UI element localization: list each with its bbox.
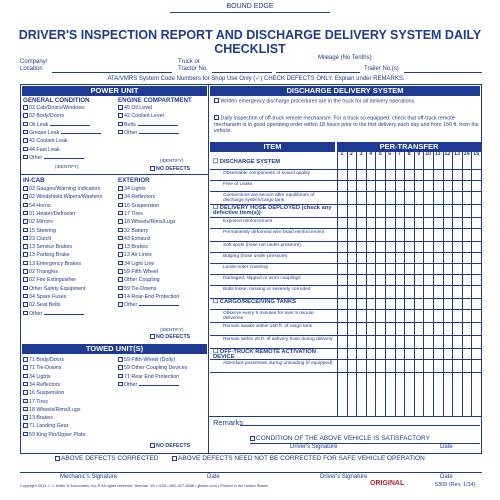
checklist-item[interactable]	[23, 422, 68, 430]
general-condition-heading: GENERAL CONDITION	[23, 97, 90, 104]
item-label: 71 Body/Doors	[29, 357, 65, 363]
checklist-item[interactable]	[23, 293, 66, 301]
checklist-item[interactable]	[118, 268, 158, 276]
discharge-item: Bulging (hose under pressure)	[223, 254, 288, 259]
checklist-item[interactable]	[23, 260, 81, 268]
item-checkbox[interactable]	[118, 203, 123, 208]
item-checkbox[interactable]	[118, 236, 123, 241]
discharge-item: Remain within 25 ft. of delivery hose during delivery	[223, 337, 333, 342]
item-checkbox[interactable]	[23, 390, 28, 395]
checklist-item[interactable]	[118, 260, 154, 268]
discharge-item: Attendant possesses during unloading (if equipped)	[223, 361, 333, 366]
checklist-item[interactable]	[118, 243, 148, 251]
form-number: 5309 (Rev. 1/14)	[435, 482, 476, 488]
checklist-item[interactable]	[23, 373, 51, 381]
remarks-divider	[208, 416, 482, 417]
discharge-item: Damaged, slipped or worn couplings	[223, 276, 301, 281]
checklist-item[interactable]	[23, 185, 100, 193]
item-checkbox[interactable]	[118, 228, 123, 233]
mechanic-signature-label: Mechanic's Signature	[60, 474, 118, 480]
checklist-item[interactable]	[23, 398, 48, 406]
defects-corrected-check[interactable]: ABOVE DEFECTS CORRECTED	[55, 455, 159, 463]
checklist-item[interactable]	[23, 356, 64, 364]
item-label: 71 Landing Gear	[29, 423, 69, 430]
transfer-number: 2	[349, 151, 353, 157]
bound-edge-label: BOUND EDGE	[226, 3, 274, 10]
item-label: Other	[124, 129, 138, 136]
item-checkbox[interactable]	[23, 211, 28, 216]
transfer-number: 6	[388, 151, 392, 157]
item-label: Other	[29, 154, 43, 161]
checklist-item[interactable]	[23, 112, 64, 120]
checklist-item[interactable]	[23, 310, 84, 318]
item-checkbox[interactable]	[23, 286, 28, 291]
fill-in-line[interactable]	[50, 125, 90, 126]
transfer-number: 10	[425, 151, 432, 157]
bound-edge-line	[170, 12, 330, 13]
discharge-header: DISCHARGE DELIVERY SYSTEM	[210, 86, 480, 96]
checklist-item[interactable]	[23, 227, 56, 235]
item-checkbox[interactable]	[23, 432, 28, 437]
satisfactory-checkbox[interactable]	[250, 436, 255, 441]
checklist-item[interactable]	[118, 356, 175, 364]
fill-in-line[interactable]	[139, 385, 179, 386]
checklist-item[interactable]	[23, 146, 60, 154]
item-label: 42 Coolant Leak	[29, 138, 68, 145]
checklist-item[interactable]	[118, 185, 146, 193]
item-label: 42 Coolant Level	[124, 113, 164, 120]
remarks-label: Remarks	[213, 418, 244, 427]
item-checkbox[interactable]	[118, 277, 123, 282]
no-defects-exterior[interactable]: NO DEFECTS	[150, 333, 190, 341]
item-label: 34 Spare Fuses	[29, 293, 67, 300]
checklist-item[interactable]	[118, 251, 152, 259]
defects-not-corrected-checkbox[interactable]	[172, 456, 177, 461]
no-defects-checkbox[interactable]	[150, 166, 155, 171]
discharge-item: Connections are secure after equilibrium of discharge system/cargo tank	[223, 193, 315, 204]
fill-in-line[interactable]	[61, 133, 101, 134]
item-label: 02 Cab/Doors/Windows	[29, 105, 85, 111]
item-checkbox[interactable]	[118, 194, 123, 199]
engine-compartment-heading: ENGINE COMPARTMENT	[118, 97, 192, 104]
transfer-number: 15	[473, 151, 480, 157]
item-checkbox[interactable]	[118, 357, 123, 362]
item-checkbox[interactable]	[23, 203, 28, 208]
trailer-number-field[interactable]	[404, 72, 482, 73]
item-column-header: ITEM	[210, 142, 335, 152]
discharge-item: Free of Leaks	[223, 182, 253, 187]
no-defects-towed[interactable]: NO DEFECTS	[150, 442, 190, 450]
item-checkbox[interactable]	[23, 252, 28, 257]
checklist-item[interactable]	[118, 364, 187, 372]
item-checkbox[interactable]	[23, 147, 28, 152]
item-label: 23 Clutch	[29, 235, 52, 242]
discharge-item: Exposed reinforcement	[223, 219, 273, 224]
checklist-item[interactable]	[118, 373, 179, 381]
checklist-item[interactable]	[23, 276, 76, 284]
checklist-item[interactable]	[118, 104, 152, 112]
checklist-item[interactable]	[23, 389, 64, 397]
item-label: Grease Leak	[29, 129, 60, 136]
item-label: Oil Leak	[29, 121, 49, 128]
item-label: 18 Wheels/Rims/Lugs	[29, 406, 81, 413]
item-label: 59 Other Coupling Devices	[124, 365, 188, 372]
item-checkbox[interactable]	[118, 252, 123, 257]
discharge-section-heading: ☐ CARGO/RECEIVING TANKS	[213, 299, 297, 305]
item-label: Other	[124, 302, 138, 309]
emergency-procedures-checkbox[interactable]	[214, 98, 219, 103]
discharge-section-heading: ☐ DELIVERY HOSE DEPLOYED (check any defective item(s))	[213, 205, 332, 217]
discharge-section-heading: ☐ DISCHARGE SYSTEM	[213, 159, 281, 165]
truck-label: Truck or Tractor No.	[178, 59, 208, 72]
discharge-item: Observe every 5 minutes for over 5 minute deliveries	[223, 311, 314, 322]
checklist-item[interactable]	[118, 293, 179, 301]
towed-units-header: TOWED UNIT(S)	[22, 344, 207, 354]
mileage-label: Mileage (No Tenths)	[318, 55, 372, 61]
item-checkbox[interactable]	[118, 294, 123, 299]
item-label: 71 Tie-Downs	[29, 365, 62, 372]
no-defects-engine[interactable]: NO DEFECTS	[150, 165, 190, 173]
item-label: 59 Fifth-Wheel (Dolly)	[124, 357, 176, 363]
checklist-item[interactable]	[118, 381, 179, 389]
item-label: 02 Mirrors	[29, 219, 53, 226]
checklist-item[interactable]	[118, 121, 178, 129]
driver-signature-label-1: Driver's Signature	[290, 444, 338, 450]
driver-signature-label-2: Driver's Signature	[320, 474, 368, 480]
transfer-number: 1	[340, 151, 344, 157]
item-label: 17 Tires	[124, 210, 143, 217]
item-label: 59 Tie-Downs	[124, 285, 157, 292]
remarks-field[interactable]	[240, 425, 480, 426]
item-label: 32 Battery	[124, 227, 149, 234]
item-checkbox[interactable]	[23, 399, 28, 404]
item-checkbox[interactable]	[23, 277, 28, 282]
item-checkbox[interactable]	[23, 105, 28, 110]
emergency-procedures-check[interactable]: Written emergency discharge procedures are in the truck for all delivery operations.	[214, 98, 480, 105]
item-checkbox[interactable]	[23, 219, 28, 224]
item-label: 14 Rear-End Protection	[124, 293, 180, 300]
item-label: 13 Service Brakes	[29, 244, 72, 251]
item-label: 34 Lights	[29, 373, 51, 380]
satisfactory-check[interactable]: CONDITION OF THE ABOVE VEHICLE IS SATISFACTORY	[250, 435, 430, 443]
item-label: 16 Suspension	[29, 390, 65, 397]
date-label-2: Date	[207, 474, 220, 480]
checklist-item[interactable]	[23, 210, 76, 218]
fill-in-line[interactable]	[138, 125, 178, 126]
checklist-item[interactable]	[23, 268, 58, 276]
item-checkbox[interactable]	[118, 382, 123, 387]
copyright-text: Copyright 2014 J. J. Keller & Associates, Inc.® All rights reserved. Neenah, WI • USA • 800-327-6868 • jjkeller.com • Printed in the United States	[20, 483, 268, 488]
item-label: 59 Fifth Wheel	[124, 269, 159, 275]
company-location-field[interactable]	[52, 72, 172, 73]
grid-row-line	[210, 372, 482, 373]
no-defects-checkbox[interactable]	[150, 334, 155, 339]
checklist-item[interactable]	[23, 243, 72, 251]
item-label: 02 Seat Belts	[29, 302, 61, 309]
checklist-item[interactable]	[118, 235, 151, 243]
no-defects-checkbox[interactable]	[150, 443, 155, 448]
item-label: 34 Light Line	[124, 260, 155, 267]
transfer-number: 7	[397, 151, 401, 157]
item-checkbox[interactable]	[118, 302, 123, 307]
center-divider	[208, 84, 209, 454]
item-checkbox[interactable]	[23, 423, 28, 428]
item-label: Other Safety Equipment	[29, 285, 86, 292]
fill-in-line[interactable]	[44, 314, 84, 315]
item-checkbox[interactable]	[23, 311, 28, 316]
item-checkbox[interactable]	[118, 130, 123, 135]
checklist-item[interactable]	[23, 251, 70, 259]
transfer-number: 8	[407, 151, 411, 157]
checklist-item[interactable]	[118, 202, 159, 210]
checklist-item[interactable]	[23, 406, 81, 414]
tractor-number-field[interactable]	[212, 72, 272, 73]
per-transfer-header: PER-TRANSFER	[337, 142, 481, 152]
item-checkbox[interactable]	[23, 244, 28, 249]
item-checkbox[interactable]	[118, 122, 123, 127]
item-label: Other	[29, 310, 43, 317]
item-checkbox[interactable]	[23, 407, 28, 412]
checklist-item[interactable]	[23, 121, 90, 129]
item-checkbox[interactable]	[118, 374, 123, 379]
item-checkbox[interactable]	[118, 244, 123, 249]
power-unit-divider	[20, 174, 208, 175]
checklist-item[interactable]	[23, 381, 60, 389]
item-label: 18 Wheels/Rims/Lugs	[124, 219, 176, 226]
checklist-item[interactable]	[23, 364, 61, 372]
transfer-number: 4	[369, 151, 373, 157]
checklist-item[interactable]	[23, 137, 68, 145]
discharge-item: Remain awake within 150 ft. of cargo tank	[223, 324, 313, 329]
trailer-label: Trailer No.(s)	[364, 66, 399, 72]
item-label: 34 Lights	[124, 186, 146, 192]
item-checkbox[interactable]	[118, 365, 123, 370]
signature-line[interactable]	[20, 472, 482, 473]
transfer-number: 13	[453, 151, 461, 157]
checklist-item[interactable]	[23, 218, 53, 226]
item-label: 59 King Pin/Upper Plate	[29, 431, 86, 438]
item-checkbox[interactable]	[23, 302, 28, 307]
remote-inspection-check[interactable]: Daily inspection of off-truck remote mechanism. For a truck so equipped, check that off-truck remote mechanism is in good operating order within 18 hours prior to the first delivery each day and from 150 ft. from the vehicle.	[214, 115, 479, 134]
item-label: 01 Heater/Defroster	[29, 210, 76, 217]
item-checkbox[interactable]	[23, 113, 28, 118]
item-checkbox[interactable]	[118, 261, 123, 266]
item-label: 15 Steering	[29, 227, 57, 234]
item-label: 54 Horns	[29, 202, 51, 209]
discharge-item: Permanently deformed wire braid reinforcement	[223, 230, 325, 235]
discharge-item: Observable components of sound quality	[223, 171, 310, 176]
item-checkbox[interactable]	[23, 365, 28, 370]
date-label-3: Date	[440, 474, 453, 480]
in-cab-heading: IN-CAB	[23, 177, 45, 184]
item-checkbox[interactable]	[118, 186, 123, 191]
item-label: Other	[124, 381, 138, 388]
item-checkbox[interactable]	[23, 236, 28, 241]
item-checkbox[interactable]	[118, 286, 123, 291]
item-label: 02 Triangles	[29, 269, 58, 275]
item-checkbox[interactable]	[118, 211, 123, 216]
checklist-item[interactable]	[118, 227, 148, 235]
discharge-section-heading: ☐ OFF-TRUCK REMOTE ACTIVATION DEVICE	[213, 349, 316, 361]
item-label: 13 Air Lines	[124, 252, 152, 259]
date-label-1: Date	[440, 444, 453, 450]
discharge-item: Loose outer covering	[223, 265, 268, 270]
item-checkbox[interactable]	[23, 130, 28, 135]
remote-inspection-checkbox[interactable]	[214, 115, 219, 120]
checklist-item[interactable]	[23, 193, 102, 201]
item-label: 03 Gauges/Warning Indicators	[29, 186, 101, 192]
item-label: Belts	[124, 121, 136, 128]
item-label: 02 Windshield Wipers/Washers	[29, 194, 103, 201]
item-label: 02 Fire Extinguisher	[29, 277, 77, 284]
fill-in-line[interactable]	[44, 158, 84, 159]
identify-label-engine: (IDENTIFY)	[160, 158, 184, 163]
item-checkbox[interactable]	[23, 261, 28, 266]
item-checkbox[interactable]	[23, 382, 28, 387]
discharge-item: Bolts loose, missing or severely corroded	[223, 287, 311, 292]
item-checkbox[interactable]	[23, 155, 28, 160]
original-label: ORIGINAL	[370, 480, 405, 487]
fill-in-line[interactable]	[139, 305, 179, 306]
checklist-item[interactable]	[23, 431, 86, 439]
checklist-item[interactable]	[118, 276, 160, 284]
item-checkbox[interactable]	[118, 219, 123, 224]
item-checkbox[interactable]	[23, 194, 28, 199]
checklist-item[interactable]	[118, 129, 179, 137]
item-checkbox[interactable]	[23, 415, 28, 420]
item-checkbox[interactable]	[118, 113, 123, 118]
transfer-number: 5	[378, 151, 382, 157]
item-label: 13 Parking Brake	[29, 252, 70, 259]
item-checkbox[interactable]	[23, 269, 28, 274]
checklist-item[interactable]	[23, 129, 101, 137]
checklist-item[interactable]	[23, 202, 51, 210]
item-checkbox[interactable]	[23, 228, 28, 233]
exterior-heading: EXTERIOR	[118, 177, 150, 184]
item-checkbox[interactable]	[23, 357, 28, 362]
power-unit-header: POWER UNIT	[22, 86, 207, 96]
checklist-item[interactable]	[118, 301, 179, 309]
checklist-item[interactable]	[23, 154, 84, 162]
checklist-item[interactable]	[23, 414, 53, 422]
item-label: 34 Reflectors	[29, 381, 61, 388]
item-checkbox[interactable]	[23, 138, 28, 143]
item-label: 13 Emergency Brakes	[29, 260, 82, 267]
item-checkbox[interactable]	[118, 105, 123, 110]
checklist-item[interactable]	[118, 210, 143, 218]
item-checkbox[interactable]	[118, 269, 123, 274]
transfer-number: 9	[417, 151, 421, 157]
item-label: 13 Brakes	[124, 244, 148, 251]
item-label: 44 Fuel Leak	[29, 146, 60, 153]
item-checkbox[interactable]	[23, 294, 28, 299]
item-checkbox[interactable]	[23, 186, 28, 191]
checklist-item[interactable]	[118, 112, 164, 120]
checklist-item[interactable]	[23, 301, 61, 309]
checklist-item[interactable]	[118, 218, 176, 226]
item-label: 45 Oil Level	[124, 105, 152, 111]
checklist-item[interactable]	[118, 193, 155, 201]
defects-corrected-checkbox[interactable]	[55, 456, 60, 461]
system-code-note: ATA/VMRS System Code Numbers for Shop Use Only (✓) CHECK DEFECTS ONLY. Explain under REMARKS.	[107, 76, 405, 82]
item-label: 17 Tires	[29, 398, 48, 405]
mileage-field[interactable]	[276, 72, 360, 73]
transfer-number: 14	[463, 151, 470, 157]
checklist-item[interactable]	[23, 104, 85, 112]
item-label: 34 Reflectors	[124, 194, 156, 201]
form-title: DRIVER'S INSPECTION REPORT AND DISCHARGE DELIVERY SYSTEM DAILY CHECKLIST	[18, 28, 482, 56]
item-label: 71 Rear End Protection	[124, 373, 180, 380]
discharge-item: Soft spots (hose not under pressure)	[223, 243, 301, 248]
item-label: 02 Body/Doors	[29, 113, 65, 120]
item-label: 16 Suspension	[124, 202, 160, 209]
item-label: Other Coupling	[124, 277, 160, 284]
identify-label-general: (IDENTIFY)	[55, 164, 79, 169]
transfer-number: 12	[444, 151, 451, 157]
checklist-item[interactable]	[23, 285, 86, 293]
defects-not-corrected-check[interactable]: ABOVE DEFECTS NEED NOT BE CORRECTED FOR SAFE VEHICLE OPERATION	[172, 455, 425, 463]
transfer-number: 3	[359, 151, 363, 157]
transfer-number: 11	[434, 151, 441, 157]
item-checkbox[interactable]	[23, 374, 28, 379]
company-label: Company/ Location	[20, 59, 48, 72]
item-checkbox[interactable]	[23, 122, 28, 127]
checklist-item[interactable]	[118, 285, 156, 293]
identify-label-exterior: (IDENTIFY)	[160, 327, 184, 332]
item-label: 13 Brakes	[29, 415, 53, 422]
checklist-item[interactable]	[23, 235, 51, 243]
fill-in-line[interactable]	[139, 133, 179, 134]
item-label: 43 Exhaust	[124, 235, 151, 242]
